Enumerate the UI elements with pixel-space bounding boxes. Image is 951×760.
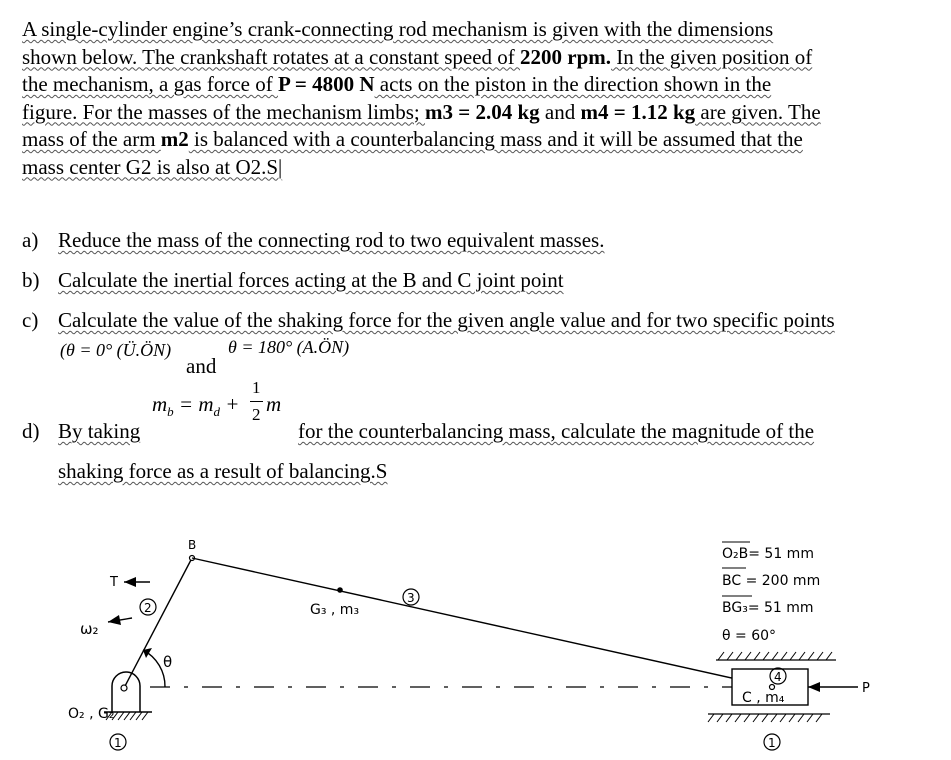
statement-line-4: figure. For the masses of the mechanism limbs; m3 = 2.04 kg and m4 = 1.12 kg are given. The [22, 99, 821, 124]
label-link-3: 3 [407, 591, 415, 605]
label-omega2: ω₂ [80, 620, 99, 638]
dim-theta: θ = 60° [722, 628, 777, 644]
crank-link [124, 558, 192, 688]
question-a: a) Reduce the mass of the connecting rod to two equivalent masses. [22, 228, 605, 252]
label-o2-g2: O₂ , G₂ [68, 706, 115, 722]
question-b: b) Calculate the inertial forces acting at the B and C joint point [22, 268, 564, 292]
statement-line-1: A single-cylinder engine’s crank-connecting rod mechanism is given with the dimensions [22, 17, 774, 41]
omega-arrowhead [108, 615, 121, 625]
question-c: c) Calculate the value of the shaking force for the given angle value and for two specific points [22, 308, 835, 332]
question-d-line2: shaking force as a result of balancing.S [58, 459, 388, 483]
theta-zero: (θ = 0° (Ü.ÖN) [60, 340, 172, 360]
label-link-2: 2 [144, 601, 152, 615]
label-t: T [110, 575, 118, 590]
joint-c [770, 685, 775, 690]
mass-center-g3 [337, 587, 343, 593]
label-p: P [862, 681, 870, 696]
counterbalance-formula: $m_b = m_d$ + 1 2 m [152, 378, 282, 424]
label-ground-right: 1 [768, 736, 776, 750]
slider-hatch-bottom [708, 714, 822, 722]
statement-line-5: mass of the arm m2 is balanced with a counterbalancing mass and it will be assumed that the [22, 127, 803, 151]
question-d: d) By taking [22, 419, 141, 443]
dim-o2b: O₂B= 51 mm [722, 546, 814, 562]
label-theta: θ [163, 653, 173, 671]
connecting-rod [192, 558, 772, 687]
label-c-m4: C , m₄ [742, 690, 785, 706]
torque-arrowhead [124, 577, 136, 587]
label-b: B [188, 538, 197, 552]
label-link-4: 4 [774, 670, 782, 684]
label-ground-left: 1 [114, 736, 122, 750]
slider-hatch-top [718, 652, 832, 660]
statement-line-3: the mechanism, a gas force of P = 4800 N acts on the piston in the direction shown in the [22, 72, 772, 96]
and-text: and [186, 354, 217, 378]
statement-line-6: mass center G2 is also at O2.S| [22, 154, 283, 179]
question-d-continued: for the counterbalancing mass, calculate the magnitude of the [298, 419, 815, 443]
force-p-arrowhead [808, 682, 820, 692]
dim-bc: BC = 200 mm [722, 573, 821, 589]
statement-line-2: shown below. The crankshaft rotates at a constant speed of 2200 rpm. In the given position of [22, 44, 813, 69]
theta-180: θ = 180° (A.ÖN) [228, 337, 350, 357]
label-g3-m3: G₃ , m₃ [310, 602, 360, 618]
crank-support [112, 672, 140, 712]
pivot-o2 [121, 685, 127, 691]
dim-bg3: BG₃= 51 mm [722, 600, 814, 616]
